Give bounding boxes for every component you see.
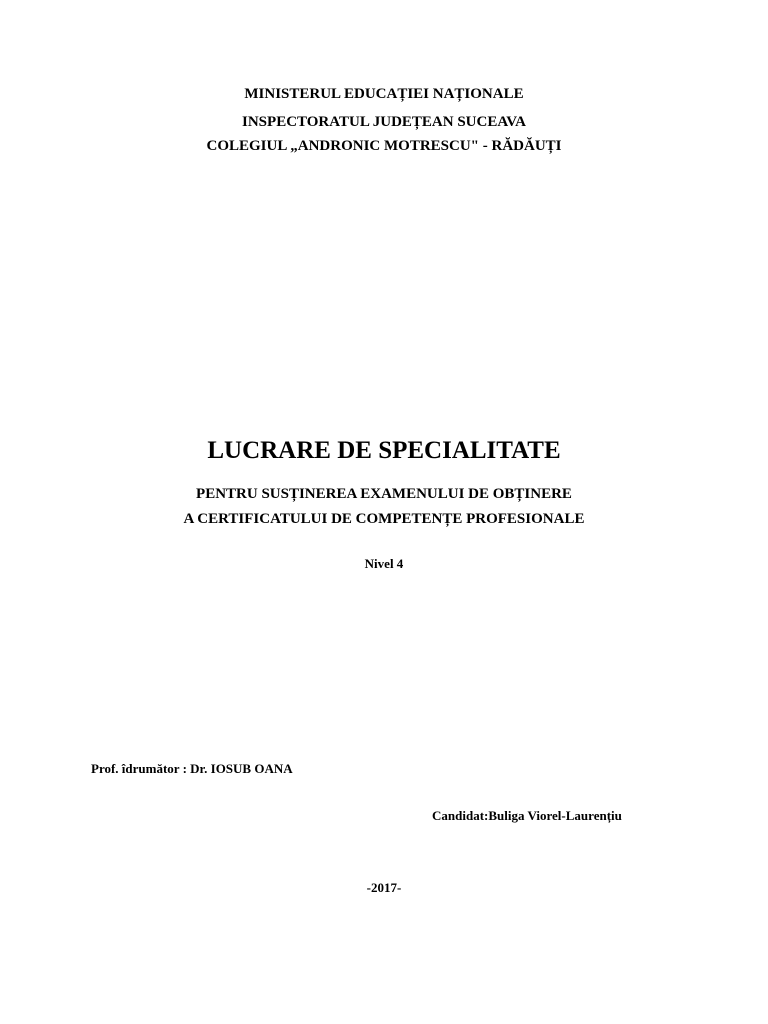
college-heading: COLEGIUL „ANDRONIC MOTRESCU" - RĂDĂUȚI (206, 138, 562, 154)
subtitle-line-1: PENTRU SUSȚINEREA EXAMENULUI DE OBȚINERE (196, 486, 572, 502)
level-label: Nivel 4 (364, 556, 404, 571)
document-title: LUCRARE DE SPECIALITATE (207, 437, 561, 464)
inspectorate-heading: INSPECTORATUL JUDEȚEAN SUCEAVA (242, 114, 526, 130)
subtitle-line-2: A CERTIFICATULUI DE COMPETENȚE PROFESIONALE (183, 511, 585, 527)
ministry-heading: MINISTERUL EDUCAȚIEI NAȚIONALE (244, 86, 524, 102)
coordinator-line: Prof. îdrumător : Dr. IOSUB OANA (91, 761, 293, 776)
candidate-line: Candidat:Buliga Viorel-Laurențiu (432, 808, 622, 823)
year-label: -2017- (366, 880, 402, 895)
